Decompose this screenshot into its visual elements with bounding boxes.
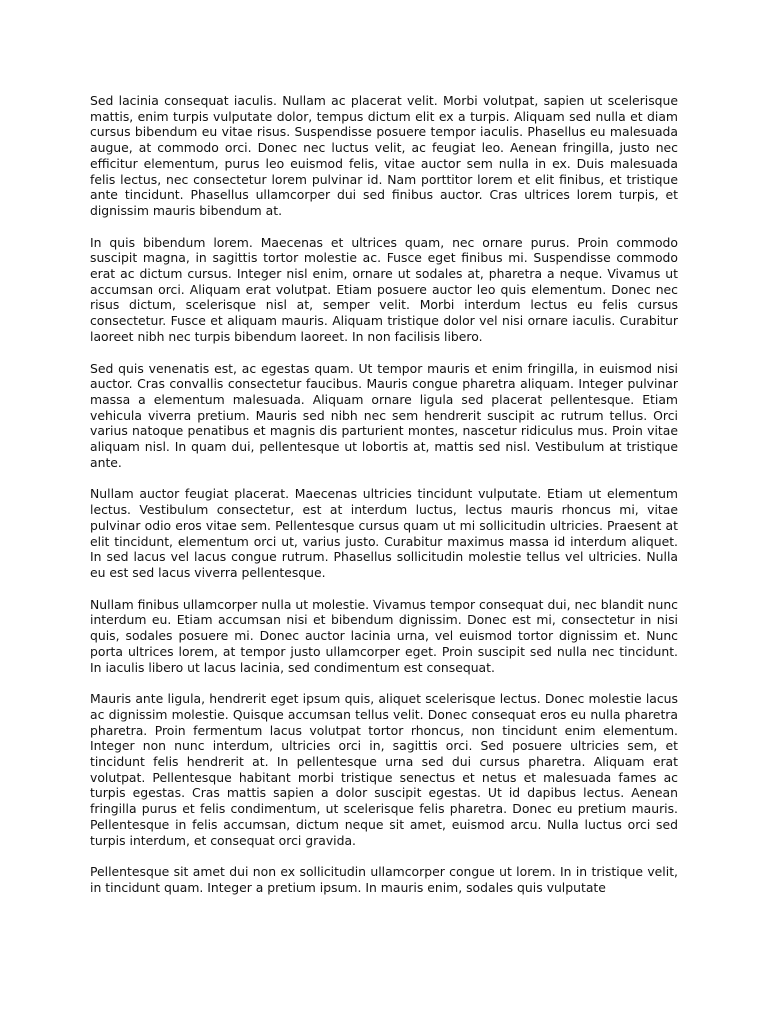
document-page bbox=[90, 93, 678, 896]
paragraph-4: Nullam auctor feugiat placerat. Maecenas ultricies tincidunt vulputate. Etiam ut elementum lectus. Vestibulum consectetur, est at interdum luctus, lectus mauris rhoncus mi, vitae pulvinar odio eros vitae sem. Pellentesque cursus quam ut mi sollicitudin ultricies. Praesent at elit tincidunt, elementum orci ut, varius justo. Curabitur maximus massa id interdum aliquet. In sed lacus vel lacus congue rutrum. Phasellus sollicitudin molestie tellus vel ultricies. Nulla eu est sed lacus viverra pellentesque. bbox=[90, 486, 678, 580]
paragraph-1: Sed lacinia consequat iaculis. Nullam ac placerat velit. Morbi volutpat, sapien ut scelerisque mattis, enim turpis vulputate dolor, tempus dictum elit ex a turpis. Aliquam sed nulla et diam cursus bibendum eu vitae risus. Suspendisse posuere tempor iaculis. Phasellus eu malesuada augue, at commodo orci. Donec nec luctus velit, ac feugiat leo. Aenean fringilla, justo nec efficitur elementum, purus leo euismod felis, vitae auctor sem nulla in ex. Duis malesuada felis lectus, nec consectetur lorem pulvinar id. Nam porttitor lorem et elit finibus, et tristique ante tincidunt. Phasellus ullamcorper dui sed finibus auctor. Cras ultrices lorem turpis, et dignissim mauris bibendum at. bbox=[90, 93, 678, 218]
paragraph-3: Sed quis venenatis est, ac egestas quam. Ut tempor mauris et enim fringilla, in euismod nisi auctor. Cras convallis consectetur faucibus. Mauris congue pharetra aliquam. Integer pulvinar massa a elementum malesuada. Aliquam ornare ligula sed placerat pellentesque. Etiam vehicula viverra pretium. Mauris sed nibh nec sem hendrerit suscipit ac rutrum tellus. Orci varius natoque penatibus et magnis dis parturient montes, nascetur ridiculus mus. Proin vitae aliquam nisl. In quam dui, pellentesque ut lobortis at, mattis sed nisl. Vestibulum at tristique ante. bbox=[90, 360, 678, 470]
paragraph-6: Mauris ante ligula, hendrerit eget ipsum quis, aliquet scelerisque lectus. Donec molestie lacus ac dignissim molestie. Quisque accumsan tellus velit. Donec consequat eros eu nulla pharetra pharetra. Proin fermentum lacus volutpat tortor rhoncus, non tincidunt enim elementum. Integer non nunc interdum, ultricies orci in, sagittis orci. Sed posuere ultricies sem, et tincidunt felis hendrerit at. In pellentesque urna sed dui cursus pharetra. Aliquam erat volutpat. Pellentesque habitant morbi tristique senectus et netus et malesuada fames ac turpis egestas. Cras mattis sapien a dolor suscipit egestas. Ut id dapibus lectus. Aenean fringilla purus et felis condimentum, ut scelerisque felis pharetra. Donec eu pretium mauris. Pellentesque in felis accumsan, dictum neque sit amet, euismod arcu. Nulla luctus orci sed turpis interdum, et consequat orci gravida. bbox=[90, 691, 678, 848]
paragraph-7: Pellentesque sit amet dui non ex sollicitudin ullamcorper congue ut lorem. In in tristique velit, in tincidunt quam. Integer a pretium ipsum. In mauris enim, sodales quis vulputate bbox=[90, 864, 678, 895]
paragraph-2: In quis bibendum lorem. Maecenas et ultrices quam, nec ornare purus. Proin commodo suscipit magna, in sagittis tortor molestie ac. Fusce eget finibus mi. Suspendisse commodo erat ac dictum cursus. Integer nisl enim, ornare ut sodales at, pharetra a neque. Vivamus ut accumsan orci. Aliquam erat volutpat. Etiam posuere auctor leo quis elementum. Donec nec risus dictum, scelerisque nisl at, semper velit. Morbi interdum lectus eu felis cursus consectetur. Fusce et aliquam mauris. Aliquam tristique dolor vel nisi ornare iaculis. Curabitur laoreet nibh nec turpis bibendum laoreet. In non facilisis libero. bbox=[90, 234, 678, 344]
paragraph-5: Nullam finibus ullamcorper nulla ut molestie. Vivamus tempor consequat dui, nec blandit nunc interdum eu. Etiam accumsan nisi et bibendum dignissim. Donec est mi, consectetur in nisi quis, sodales posuere mi. Donec auctor lacinia urna, vel euismod tortor dignissim et. Nunc porta ultrices lorem, at tempor justo ullamcorper eget. Proin suscipit sed nulla nec tincidunt. In iaculis libero ut lacus lacinia, sed condimentum est consequat. bbox=[90, 596, 678, 675]
